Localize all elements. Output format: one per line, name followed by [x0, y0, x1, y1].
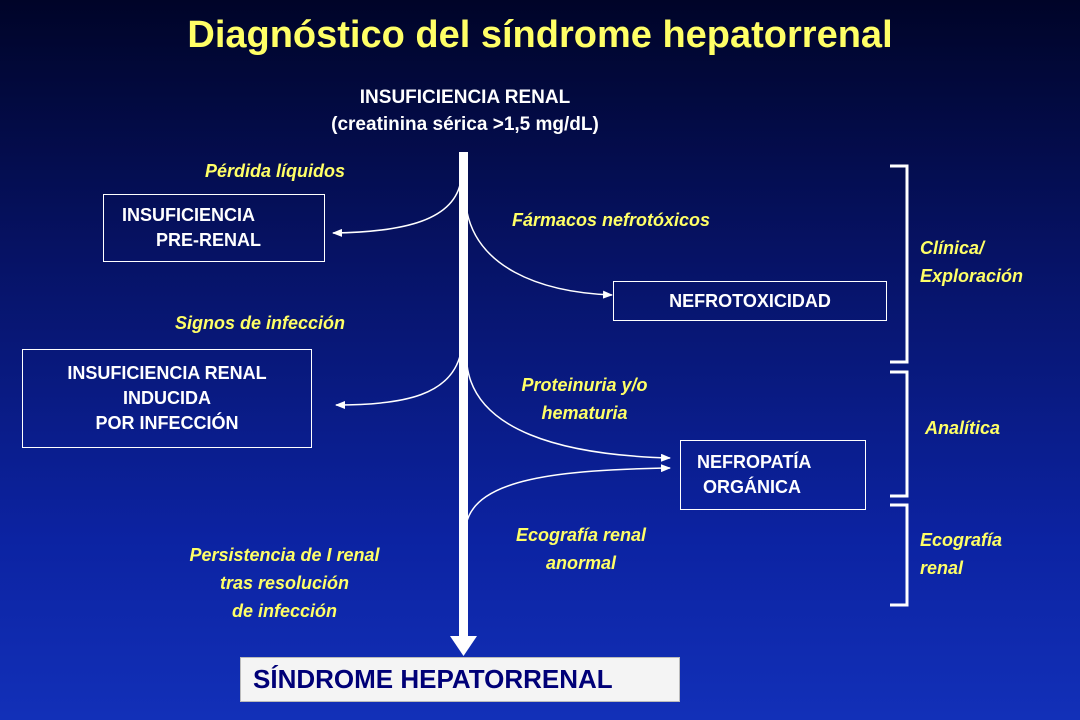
infeccion-line-3: POR INFECCIÓN [95, 413, 239, 433]
box-insuficiencia-prerenal [103, 194, 325, 262]
bracket-analitica [890, 372, 907, 496]
label-perdida-liquidos: Pérdida líquidos [205, 161, 346, 181]
prerenal-line-2: PRE-RENAL [156, 230, 262, 250]
heading-line-2: (creatinina sérica >1,5 mg/dL) [331, 114, 599, 135]
main-flow-arrow-shaft [459, 152, 468, 640]
branch-to-infeccion [336, 352, 461, 405]
ecografia-line-1: Ecografía renal [515, 525, 647, 545]
bracket-label-ecografia [920, 526, 1002, 582]
ecografia-bracket-line-2: renal [920, 558, 964, 578]
main-flow-arrowhead [450, 636, 477, 656]
clinica-line-2: Exploración [920, 266, 1024, 286]
box-insuficiencia-infeccion [22, 349, 312, 448]
heading-line-1: INSUFICIENCIA RENAL [359, 87, 571, 108]
label-farmacos-nefrotoxicos: Fármacos nefrotóxicos [512, 210, 711, 230]
bracket-clinica [890, 166, 907, 362]
nefropatia-line-2: ORGÁNICA [703, 477, 801, 497]
persistencia-line-1: Persistencia de I renal [189, 545, 380, 565]
branch-from-ecografia [466, 468, 670, 525]
slide-title: Diagnóstico del síndrome hepatorrenal [187, 14, 893, 56]
proteinuria-line-1: Proteinuria y/o [521, 375, 648, 395]
ecografia-line-2: anormal [545, 553, 617, 573]
box-nefropatia-organica [680, 440, 866, 510]
persistencia-line-3: de infección [231, 601, 338, 621]
infeccion-line-1: INSUFICIENCIA RENAL [67, 363, 267, 383]
prerenal-line-1: INSUFICIENCIA [122, 205, 256, 225]
infeccion-line-2: INDUCIDA [123, 388, 211, 408]
bracket-label-clinica [920, 234, 1023, 290]
label-signos-infeccion: Signos de infección [175, 313, 346, 333]
persistencia-line-2: tras resolución [219, 573, 350, 593]
label-proteinuria-hematuria [497, 371, 672, 427]
final-box-sindrome-hepatorrenal: SÍNDROME HEPATORRENAL [240, 657, 680, 702]
nefrotoxicidad-label: NEFROTOXICIDAD [669, 290, 831, 311]
label-persistencia [152, 541, 417, 625]
label-ecografia-anormal [490, 521, 672, 577]
clinica-line-1: Clínica/ [920, 238, 985, 258]
ecografia-bracket-line-1: Ecografía [920, 530, 1003, 550]
branch-to-prerenal [333, 180, 461, 233]
bracket-label-analitica: Analítica [925, 418, 1001, 438]
nefropatia-line-1: NEFROPATÍA [697, 452, 812, 472]
bracket-ecografia [890, 505, 907, 605]
proteinuria-line-2: hematuria [541, 403, 628, 423]
box-nefrotoxicidad [613, 281, 887, 321]
